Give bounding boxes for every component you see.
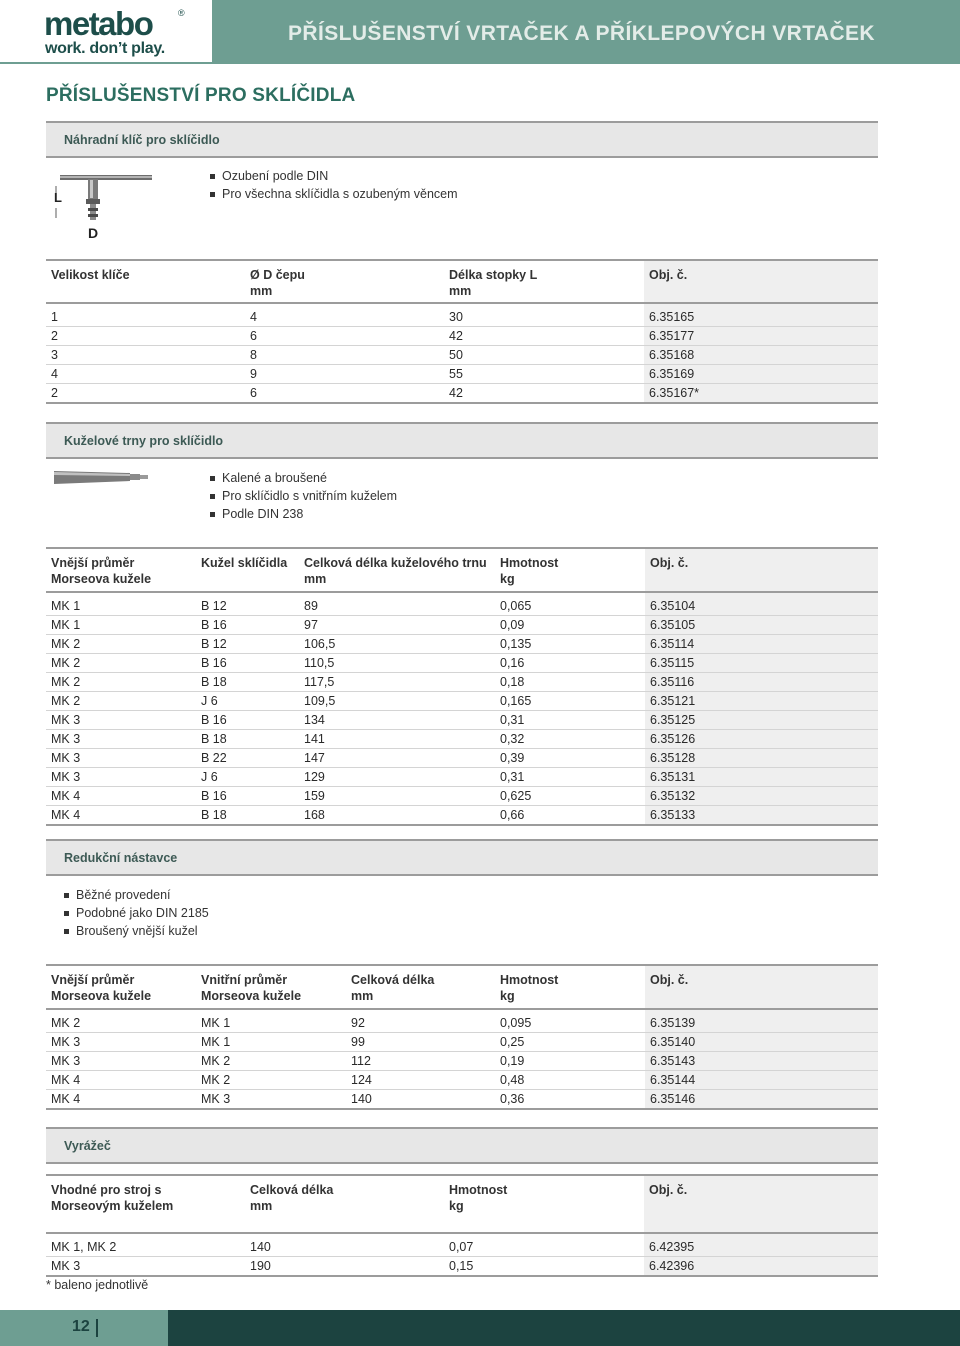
feature-item: Pro všechna sklíčidla s ozubeným věncem	[210, 185, 458, 203]
feature-item: Broušený vnější kužel	[64, 922, 209, 940]
col-weight: Hmotnost kg	[500, 556, 559, 586]
col-order-number: Obj. č.	[645, 965, 878, 1009]
label-l: L	[54, 190, 62, 205]
page-title: PŘÍSLUŠENSTVÍ PRO SKLÍČIDLA	[46, 85, 356, 106]
table-row: MK 2 B 12 106,5 0,135 6.35114	[46, 635, 878, 654]
table-row: MK 3 B 18 141 0,32 6.35126	[46, 730, 878, 749]
col-total-length: Celková délka mm	[351, 973, 435, 1003]
feature-item: Podobné jako DIN 2185	[64, 904, 209, 922]
label-d: D	[88, 225, 99, 241]
table-row: MK 1 B 12 89 0,065 6.35104	[46, 592, 878, 616]
col-shank-length: Délka stopky L mm	[449, 268, 538, 298]
table-row: MK 1, MK 2 140 0,07 6.42395	[46, 1233, 878, 1257]
section-title: Kuželové trny pro sklíčidlo	[64, 434, 224, 448]
table-drift	[46, 1174, 878, 1277]
feature-item: Podle DIN 238	[210, 505, 397, 523]
page-header	[0, 0, 960, 64]
metabo-logo	[0, 0, 212, 64]
col-outer-morse: Vnější průměr Morseova kužele	[51, 556, 152, 586]
table-row: MK 3 J 6 129 0,31 6.35131	[46, 768, 878, 787]
col-total-length: Celková délka kuželového trnu mm	[304, 556, 487, 586]
catalog-chapter-title: PŘÍSLUŠENSTVÍ VRTAČEK A PŘÍKLEPOVÝCH VRTAČEK	[288, 22, 875, 45]
col-weight: Hmotnost kg	[500, 973, 559, 1003]
table-row: 4 9 55 6.35169	[46, 365, 878, 384]
col-outer-morse: Vnější průměr Morseova kužele	[51, 973, 152, 1003]
col-machine-morse: Vhodné pro stroj s Morseovým kuželem	[51, 1183, 174, 1213]
page-number-divider	[96, 1319, 98, 1337]
col-order-number: Obj. č.	[645, 548, 878, 592]
feature-item: Ozubení podle DIN	[210, 167, 458, 185]
section-header	[46, 839, 878, 876]
feature-item: Pro sklíčidlo s vnitřním kuželem	[210, 487, 397, 505]
col-pin-diameter: Ø D čepu mm	[250, 268, 305, 298]
table-row: MK 4 MK 2 124 0,48 6.35144	[46, 1071, 878, 1090]
table-row: MK 3 B 16 134 0,31 6.35125	[46, 711, 878, 730]
taper-arbor-icon	[52, 468, 152, 488]
table-row: 2 6 42 6.35167*	[46, 384, 878, 404]
logo-wordmark: metabo	[44, 5, 153, 42]
section-header	[46, 121, 878, 158]
footnote: * baleno jednotlivě	[46, 1278, 149, 1292]
section-drift	[46, 1127, 878, 1164]
section-header	[46, 1127, 878, 1164]
section-chuck-key	[46, 121, 878, 158]
table-reducers	[46, 964, 878, 1110]
table-row: MK 2 B 18 117,5 0,18 6.35116	[46, 673, 878, 692]
table-row: MK 3 190 0,15 6.42396	[46, 1257, 878, 1277]
table-row: MK 4 B 18 168 0,66 6.35133	[46, 806, 878, 826]
logo-tagline: work. don’t play.	[45, 40, 165, 57]
table-row: 2 6 42 6.35177	[46, 327, 878, 346]
table-row: MK 2 B 16 110,5 0,16 6.35115	[46, 654, 878, 673]
table-chuck-key	[46, 259, 878, 404]
page-number: 12	[72, 1318, 90, 1335]
feature-list-key	[210, 167, 458, 203]
table-row: 3 8 50 6.35168	[46, 346, 878, 365]
section-title: Redukční nástavce	[64, 851, 178, 865]
section-reducers	[46, 839, 878, 876]
feature-item: Kalené a broušené	[210, 469, 397, 487]
col-weight: Hmotnost kg	[449, 1183, 508, 1213]
table-row: MK 3 MK 1 99 0,25 6.35140	[46, 1033, 878, 1052]
col-total-length: Celková délka mm	[250, 1183, 334, 1213]
col-order-number: Obj. č.	[644, 1175, 878, 1233]
table-row: MK 2 J 6 109,5 0,165 6.35121	[46, 692, 878, 711]
logo-registered-mark: ®	[178, 8, 185, 18]
table-row: MK 3 MK 2 112 0,19 6.35143	[46, 1052, 878, 1071]
feature-item: Běžné provedení	[64, 886, 209, 904]
section-chuck-arbors	[46, 422, 878, 459]
table-row: 1 4 30 6.35165	[46, 303, 878, 327]
table-row: MK 2 MK 1 92 0,095 6.35139	[46, 1009, 878, 1033]
table-row: MK 4 B 16 159 0,625 6.35132	[46, 787, 878, 806]
table-chuck-arbors	[46, 547, 878, 826]
section-header	[46, 422, 878, 459]
header-band	[212, 0, 960, 62]
col-inner-morse: Vnitřní průměr Morseova kužele	[201, 973, 302, 1003]
table-row: MK 1 B 16 97 0,09 6.35105	[46, 616, 878, 635]
col-order-number: Obj. č.	[644, 260, 878, 303]
section-title: Vyrážeč	[64, 1139, 111, 1153]
col-key-size: Velikost klíče	[51, 268, 130, 282]
feature-list-arbors	[210, 469, 397, 523]
table-row: MK 3 B 22 147 0,39 6.35128	[46, 749, 878, 768]
section-title: Náhradní klíč pro sklíčidlo	[64, 133, 220, 147]
chuck-key-icon	[52, 170, 156, 242]
header-divider	[0, 62, 960, 64]
feature-list-reducers	[64, 886, 209, 940]
page-number-box	[0, 1310, 168, 1346]
table-row: MK 4 MK 3 140 0,36 6.35146	[46, 1090, 878, 1110]
col-chuck-taper: Kužel sklíčidla	[201, 556, 288, 570]
